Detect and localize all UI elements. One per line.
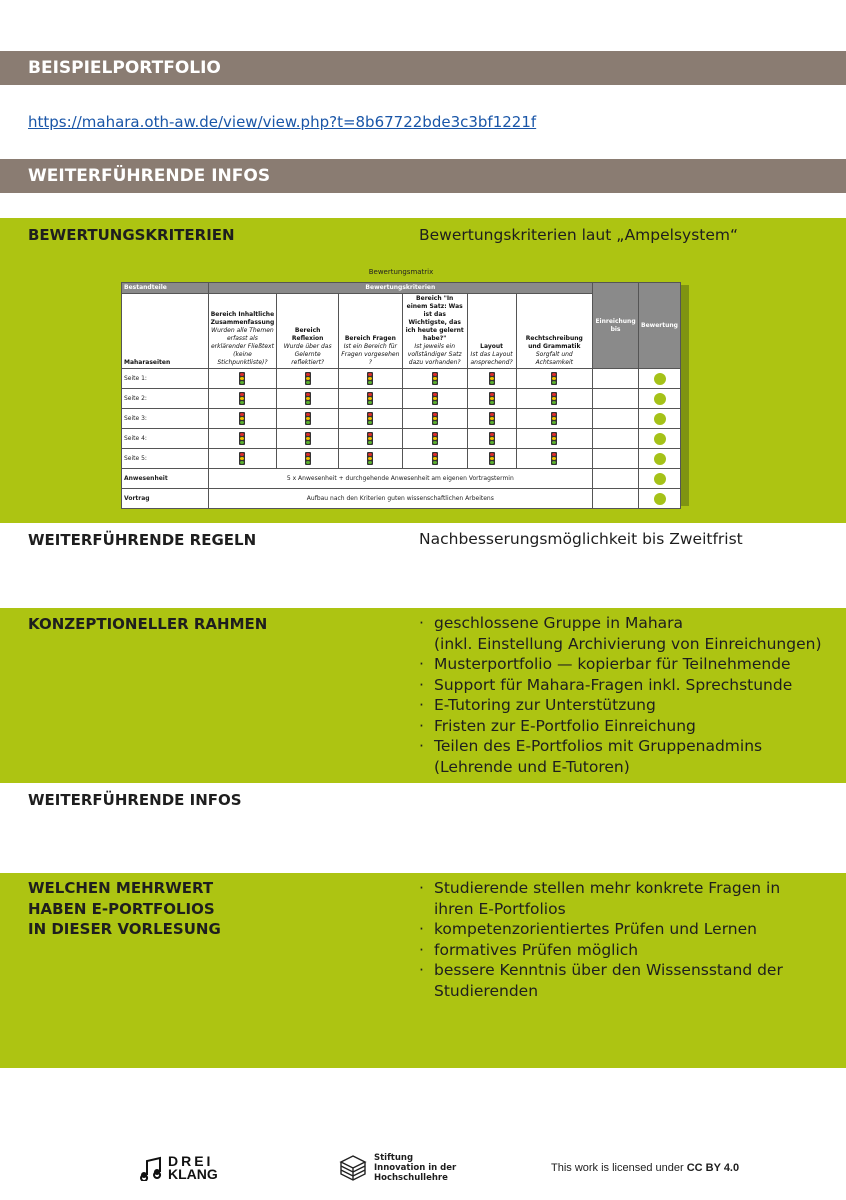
traffic-light-icon bbox=[489, 452, 495, 465]
matrix-traffic-cell bbox=[516, 409, 593, 429]
matrix-bewertung-cell bbox=[639, 469, 681, 489]
list-item: · kompetenzorientiertes Prüfen und Lernen bbox=[419, 919, 783, 940]
rahmen-list bbox=[419, 613, 822, 777]
matrix-page-row bbox=[122, 369, 681, 389]
matrix-row-header: Maharaseiten bbox=[122, 294, 209, 369]
list-item-continuation: ihren E-Portfolios bbox=[434, 899, 566, 918]
matrix-page-row bbox=[122, 449, 681, 469]
matrix-traffic-cell bbox=[467, 429, 516, 449]
section-weiterfuehrende-regeln bbox=[0, 523, 846, 608]
matrix-bewertung-cell bbox=[639, 369, 681, 389]
list-item-continuation: (inkl. Einstellung Archivierung von Einreichungen) bbox=[434, 634, 822, 653]
matrix-cell-empty bbox=[593, 369, 639, 389]
traffic-light-icon bbox=[432, 452, 438, 465]
matrix-traffic-cell bbox=[277, 409, 339, 429]
matrix-traffic-cell bbox=[467, 369, 516, 389]
list-item: · E-Tutoring zur Unterstützung bbox=[419, 695, 822, 716]
traffic-light-icon bbox=[239, 412, 245, 425]
matrix-traffic-cell bbox=[339, 429, 403, 449]
matrix-traffic-cell bbox=[516, 369, 593, 389]
section-header-beispielportfolio bbox=[0, 51, 846, 85]
matrix-title: Bewertungsmatrix bbox=[368, 268, 434, 276]
section-text: Nachbesserungsmöglichkeit bis Zweitfrist bbox=[419, 530, 743, 548]
matrix-page-row bbox=[122, 409, 681, 429]
traffic-light-icon bbox=[305, 372, 311, 385]
section-weiterfuehrende-infos bbox=[0, 783, 846, 873]
list-item: · bessere Kenntnis über den Wissensstand der bbox=[419, 960, 783, 981]
matrix-page-label: Seite 1: bbox=[122, 369, 209, 389]
matrix-cell-empty bbox=[593, 449, 639, 469]
logo-wordmark: DREI KLANG bbox=[168, 1153, 218, 1182]
matrix-criterion: Rechtschreibung und Grammatik Sorgfalt und Achtsamkeit bbox=[516, 294, 593, 369]
dreiklang-logo bbox=[140, 1155, 218, 1181]
matrix-traffic-cell bbox=[467, 389, 516, 409]
license-text: This work is licensed under CC BY 4.0 bbox=[551, 1162, 740, 1174]
section-title: BEWERTUNGSKRITERIEN bbox=[28, 226, 235, 244]
green-dot-icon bbox=[654, 433, 666, 445]
section-title: KONZEPTIONELLER RAHMEN bbox=[28, 615, 268, 633]
traffic-light-icon bbox=[305, 412, 311, 425]
traffic-light-icon bbox=[367, 452, 373, 465]
section-title: WELCHEN MEHRWERT HABEN E-PORTFOLIOS IN DIESER VORLESUNG bbox=[28, 879, 221, 938]
traffic-light-icon bbox=[489, 412, 495, 425]
green-dot-icon bbox=[654, 373, 666, 385]
matrix-traffic-cell bbox=[208, 449, 277, 469]
matrix-page-label: Seite 4: bbox=[122, 429, 209, 449]
list-item: · Fristen zur E-Portfolio Einreichung bbox=[419, 716, 822, 737]
matrix-traffic-cell bbox=[208, 369, 277, 389]
matrix-traffic-cell bbox=[516, 449, 593, 469]
matrix-bewertung-cell bbox=[639, 429, 681, 449]
matrix-vortrag-text: Aufbau nach den Kriterien guten wissenschaftlichen Arbeitens bbox=[208, 489, 593, 509]
traffic-light-icon bbox=[305, 452, 311, 465]
traffic-light-icon bbox=[239, 452, 245, 465]
green-dot-icon bbox=[654, 473, 666, 485]
matrix-criterion: Bereich "In einem Satz: Was ist das Wichtigste, das ich heute gelernt habe?" Ist jeweils ein vollständiger Satz dazu vorhanden? bbox=[402, 294, 467, 369]
matrix-page-label: Seite 3: bbox=[122, 409, 209, 429]
matrix-anwesenheit-text: 5 x Anwesenheit + durchgehende Anwesenheit am eigenen Vortragstermin bbox=[208, 469, 593, 489]
matrix-col-einreichung: Einreichung bis bbox=[593, 283, 639, 369]
traffic-light-icon bbox=[367, 432, 373, 445]
matrix-traffic-cell bbox=[339, 389, 403, 409]
matrix-cell-empty bbox=[593, 389, 639, 409]
list-item-continuation: Studierenden bbox=[434, 981, 539, 1000]
matrix-traffic-cell bbox=[402, 409, 467, 429]
green-dot-icon bbox=[654, 493, 666, 505]
traffic-light-icon bbox=[305, 392, 311, 405]
matrix-criterion: Bereich Fragen Ist ein Bereich für Fragen vorgesehen ? bbox=[339, 294, 403, 369]
traffic-light-icon bbox=[367, 412, 373, 425]
traffic-light-icon bbox=[489, 372, 495, 385]
list-item-continuation: (Lehrende und E-Tutoren) bbox=[434, 757, 630, 776]
matrix-page-row bbox=[122, 389, 681, 409]
matrix-traffic-cell bbox=[467, 449, 516, 469]
list-item: · geschlossene Gruppe in Mahara bbox=[419, 613, 822, 634]
section-title: WEITERFÜHRENDE INFOS bbox=[28, 791, 242, 809]
matrix-criterion: Layout Ist das Layout ansprechend? bbox=[467, 294, 516, 369]
traffic-light-icon bbox=[551, 372, 557, 385]
header-title: WEITERFÜHRENDE INFOS bbox=[28, 166, 271, 186]
traffic-light-icon bbox=[432, 372, 438, 385]
matrix-traffic-cell bbox=[277, 429, 339, 449]
stiftung-logo bbox=[338, 1153, 456, 1183]
list-item: · Teilen des E-Portfolios mit Gruppenadmins bbox=[419, 736, 822, 757]
matrix-traffic-cell bbox=[339, 369, 403, 389]
traffic-light-icon bbox=[239, 432, 245, 445]
section-text: Bewertungskriterien laut „Ampelsystem“ bbox=[419, 226, 739, 244]
list-item: · Musterportfolio — kopierbar für Teilnehmende bbox=[419, 654, 822, 675]
matrix-head-left: Bestandteile bbox=[122, 283, 209, 294]
traffic-light-icon bbox=[239, 392, 245, 405]
traffic-light-icon bbox=[432, 392, 438, 405]
matrix-page-label: Seite 2: bbox=[122, 389, 209, 409]
matrix-traffic-cell bbox=[402, 369, 467, 389]
section-title: WEITERFÜHRENDE REGELN bbox=[28, 531, 257, 549]
matrix-traffic-cell bbox=[208, 409, 277, 429]
matrix-bewertung-cell bbox=[639, 409, 681, 429]
green-dot-icon bbox=[654, 413, 666, 425]
matrix-traffic-cell bbox=[277, 389, 339, 409]
matrix-traffic-cell bbox=[467, 409, 516, 429]
matrix-page-row bbox=[122, 429, 681, 449]
matrix-traffic-cell bbox=[516, 389, 593, 409]
matrix-traffic-cell bbox=[277, 449, 339, 469]
traffic-light-icon bbox=[305, 432, 311, 445]
matrix-criterion: Bereich Reflexion Wurde über das Gelernte reflektiert? bbox=[277, 294, 339, 369]
list-item: · Support für Mahara-Fragen inkl. Sprechstunde bbox=[419, 675, 822, 696]
section-mehrwert bbox=[0, 873, 846, 1068]
matrix-head-right: Bewertungskriterien bbox=[208, 283, 593, 294]
portfolio-link[interactable]: https://mahara.oth-aw.de/view/view.php?t=8b67722bde3c3bf1221f bbox=[28, 113, 537, 131]
matrix-traffic-cell bbox=[339, 409, 403, 429]
matrix-criterion: Bereich Inhaltliche Zusammenfassung Wurden alle Themen erfasst als erklärender Fließtext (keine Stichpunktliste)? bbox=[208, 294, 277, 369]
matrix-bewertung-cell bbox=[639, 489, 681, 509]
matrix-page-label: Seite 5: bbox=[122, 449, 209, 469]
matrix-traffic-cell bbox=[339, 449, 403, 469]
stiftung-text: Stiftung Innovation in der Hochschullehre bbox=[374, 1153, 457, 1183]
matrix-bewertung-cell bbox=[639, 389, 681, 409]
matrix-traffic-cell bbox=[208, 429, 277, 449]
traffic-light-icon bbox=[551, 452, 557, 465]
section-header-weiterfuehrende-infos bbox=[0, 159, 846, 193]
matrix-cell-empty bbox=[593, 409, 639, 429]
matrix-table bbox=[121, 282, 681, 509]
traffic-light-icon bbox=[489, 432, 495, 445]
traffic-light-icon bbox=[551, 412, 557, 425]
traffic-light-icon bbox=[489, 392, 495, 405]
matrix-cell-empty bbox=[593, 429, 639, 449]
matrix-traffic-cell bbox=[516, 429, 593, 449]
green-dot-icon bbox=[654, 393, 666, 405]
matrix-cell-empty bbox=[593, 469, 639, 489]
stacked-cube-icon bbox=[338, 1153, 368, 1183]
section-konzeptioneller-rahmen bbox=[0, 608, 846, 783]
traffic-light-icon bbox=[367, 372, 373, 385]
list-item: · Studierende stellen mehr konkrete Fragen in bbox=[419, 878, 783, 899]
green-dot-icon bbox=[654, 453, 666, 465]
music-notes-icon bbox=[140, 1155, 164, 1181]
matrix-traffic-cell bbox=[402, 429, 467, 449]
matrix-traffic-cell bbox=[402, 449, 467, 469]
license-link[interactable]: CC BY 4.0 bbox=[686, 1162, 740, 1174]
matrix-traffic-cell bbox=[208, 389, 277, 409]
matrix-cell-empty bbox=[593, 489, 639, 509]
matrix-traffic-cell bbox=[402, 389, 467, 409]
list-item: · formatives Prüfen möglich bbox=[419, 940, 783, 961]
header-title: BEISPIELPORTFOLIO bbox=[28, 58, 221, 78]
matrix-anwesenheit-label: Anwesenheit bbox=[122, 469, 209, 489]
matrix-vortrag-label: Vortrag bbox=[122, 489, 209, 509]
matrix-col-bewertung: Bewertung bbox=[639, 283, 681, 369]
mehrwert-list bbox=[419, 878, 783, 1001]
matrix-traffic-cell bbox=[277, 369, 339, 389]
traffic-light-icon bbox=[367, 392, 373, 405]
traffic-light-icon bbox=[432, 432, 438, 445]
traffic-light-icon bbox=[551, 392, 557, 405]
matrix-bewertung-cell bbox=[639, 449, 681, 469]
traffic-light-icon bbox=[239, 372, 245, 385]
traffic-light-icon bbox=[432, 412, 438, 425]
traffic-light-icon bbox=[551, 432, 557, 445]
